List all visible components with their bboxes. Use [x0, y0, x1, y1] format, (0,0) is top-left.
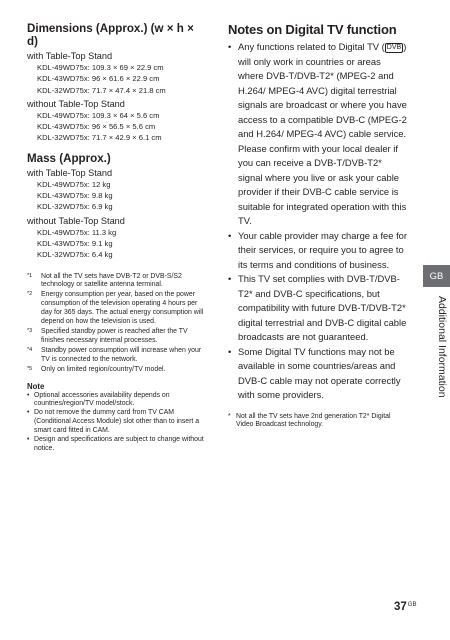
language-tab: GB — [423, 265, 450, 287]
mass-without-stand-label: without Table-Top Stand — [27, 215, 125, 226]
footnote-text: Energy consumption per year, based on the power consumption of the television operating 4 hours per day for 365 days. The actual energy consumption will depend on how the television is used. — [41, 291, 204, 326]
digital-tv-footnote — [228, 413, 408, 431]
page-number — [394, 601, 416, 613]
list-item: KDL-32WD75x: 71.7 × 42.9 × 6.1 cm — [37, 133, 162, 143]
digital-tv-bullets — [228, 40, 408, 403]
mass-with-stand-label: with Table-Top Stand — [27, 167, 113, 178]
list-item: KDL-43WD75x: 9.1 kg — [37, 238, 113, 248]
mass-without-stand-list — [27, 227, 205, 261]
section-label: Additional Information — [436, 296, 448, 398]
dvb-logo-icon: DVB — [386, 44, 402, 51]
bullet-item: • Some Digital TV functions may not be available in some countries/areas and DVB-C cable may not operate correctly with some providers. — [228, 345, 408, 403]
list-item: KDL-32WD75x: 6.4 kg — [37, 250, 113, 260]
list-item: KDL-49WD75x: 109.3 × 69 × 22.9 cm — [37, 63, 164, 72]
note-heading: Note — [27, 381, 45, 391]
bullet-text-post: ) will only work in countries or areas where DVB-T/DVB-T2* (MPEG-2 and H.264/ MPEG-4 AVC) digital terrestrial signals are broadcast or where you have access to a compatible DVB-C (MPEG-2 and H.264/ MPEG-4 AVC) cable service. Please confirm with your local dealer if you can receive a DVB-T/DVB-T2* signal where you live or ask your cable provider if their DVB-C cable service is suitable for integrated operation with this TV. — [238, 41, 407, 226]
footnote-text: Specified standby power is reached after the TV finishes necessary internal processes. — [41, 328, 188, 344]
bullet-text-pre: Any functions related to Digital TV ( — [238, 41, 385, 52]
list-item: KDL-43WD75x: 9.8 kg — [37, 191, 113, 201]
list-item: KDL-49WD75x: 12 kg — [37, 179, 111, 189]
list-item: KDL-43WD75x: 96 × 56.5 × 5.6 cm — [37, 122, 156, 132]
footnote-mark: *2 — [27, 291, 33, 298]
dim-with-stand-label: with Table-Top Stand — [27, 51, 113, 61]
list-item: KDL-32WD75x: 71.7 × 47.4 × 21.8 cm — [37, 85, 166, 95]
footnote — [27, 366, 205, 375]
note-item: • Design and specifications are subject to change without notice. — [27, 436, 205, 454]
footnote-list — [27, 273, 205, 375]
footnote — [27, 347, 205, 365]
digital-tv-heading: Notes on Digital TV function — [228, 22, 397, 37]
footnote-text: Not all the TV sets have 2nd generation T2* Digital Video Broadcast technology. — [236, 412, 391, 429]
right-column — [228, 22, 408, 430]
list-item: KDL-32WD75x: 6.9 kg — [37, 202, 113, 212]
list-item: KDL-43WD75x: 96 × 61.6 × 22.9 cm — [37, 74, 160, 84]
footnote — [27, 291, 205, 327]
note-item: • Do not remove the dummy card from TV CAM (Conditional Access Module) slot other than to insert a smart card fitted in CAM. — [27, 409, 205, 436]
note-list — [27, 392, 205, 454]
footnote-mark: *5 — [27, 365, 33, 372]
left-column — [27, 22, 205, 454]
dimensions-heading: Dimensions (Approx.) (w × h × d) — [27, 22, 194, 48]
footnote-text: Not all the TV sets have DVB-T2 or DVB-S/S2 technology or satellite antenna terminal. — [41, 272, 182, 289]
dim-with-stand-list — [27, 62, 205, 96]
footnote-mark: * — [228, 412, 231, 420]
footnote-mark: *3 — [27, 328, 33, 334]
note-item: • Optional accessories availability depends on countries/region/TV model/stock. — [27, 392, 205, 410]
page-number-value: 37 — [394, 601, 407, 613]
bullet-item — [228, 40, 408, 229]
mass-with-stand-list — [27, 179, 205, 213]
footnote-mark: *4 — [27, 346, 33, 353]
dim-without-stand-label: without Table-Top Stand — [27, 98, 125, 109]
dim-without-stand-list — [27, 110, 205, 144]
page-number-suffix: GB — [407, 602, 417, 608]
mass-heading: Mass (Approx.) — [27, 151, 111, 165]
list-item: KDL-49WD75x: 11.3 kg — [37, 227, 117, 237]
bullet-item: • This TV set complies with DVB-T/DVB-T2* and DVB-C specifications, but compatibility with future DVB-T/DVB-T2* digital terrestrial and DVB-C digital cable broadcasts are not guaranteed. — [228, 272, 408, 345]
bullet-item: • Your cable provider may charge a fee for their services, or require you to agree to its terms and conditions of business. — [228, 229, 408, 273]
footnote-text: Only on limited region/country/TV model. — [41, 365, 166, 373]
footnote-text: Standby power consumption will increase when your TV is connected to the network. — [41, 346, 202, 363]
footnote-mark: *1 — [27, 272, 33, 279]
list-item: KDL-49WD75x: 109.3 × 64 × 5.6 cm — [37, 110, 160, 120]
footnote — [27, 273, 205, 291]
footnote — [27, 328, 205, 346]
